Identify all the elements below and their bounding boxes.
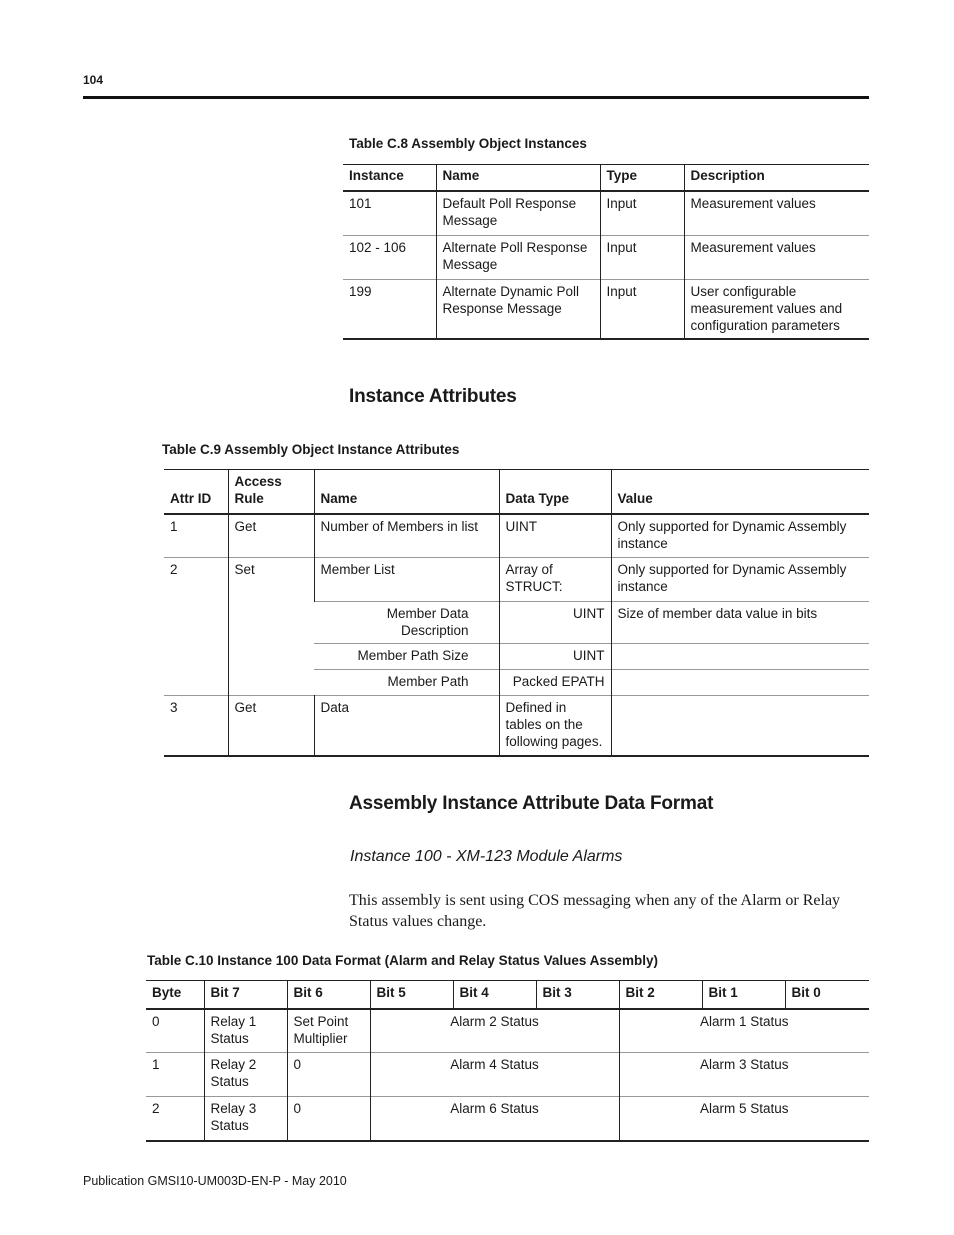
table-c9 — [164, 469, 869, 757]
column-header: Name — [436, 165, 600, 192]
table-cell: Alarm 5 Status — [619, 1097, 869, 1141]
table-header-row — [146, 981, 869, 1009]
table-cell: Only supported for Dynamic Assembly instance — [611, 558, 869, 602]
table-cell: 2 — [170, 562, 178, 577]
table-cell: Get — [228, 696, 314, 756]
table-cell: Alarm 6 Status — [370, 1097, 619, 1141]
table-cell: 199 — [349, 283, 372, 299]
table-cell: 3 — [170, 700, 178, 715]
column-header: Byte — [152, 984, 182, 1000]
table-c8-caption: Table C.8 Assembly Object Instances — [349, 136, 587, 151]
table-cell: Input — [600, 191, 684, 235]
table-cell: 102 - 106 — [349, 239, 407, 255]
table-row — [343, 191, 869, 235]
table-cell: User configurable measurement values and configuration parameters — [684, 279, 869, 339]
column-header: Access Rule — [228, 470, 314, 514]
table-row — [343, 235, 869, 279]
table-row — [164, 558, 869, 602]
table-cell: Input — [600, 279, 684, 339]
table-cell: Relay 2 Status — [204, 1053, 287, 1097]
table-cell — [611, 696, 869, 756]
table-cell: Set Point Multiplier — [287, 1009, 370, 1053]
table-cell: Member Path — [387, 674, 469, 689]
table-cell: Packed EPATH — [499, 670, 611, 696]
table-cell: Alternate Dynamic Poll Response Message — [436, 279, 600, 339]
table-row — [146, 1009, 869, 1053]
table-cell: Get — [228, 514, 314, 558]
table-cell: Set — [228, 558, 314, 696]
column-header: Instance — [349, 168, 404, 183]
table-cell: 0 — [152, 1013, 160, 1029]
header-rule — [83, 96, 869, 99]
table-cell: 101 — [349, 196, 372, 211]
table-c10-caption: Table C.10 Instance 100 Data Format (Alarm and Relay Status Values Assembly) — [147, 953, 658, 968]
table-cell: Member Path Size — [357, 648, 469, 663]
table-row — [146, 1053, 869, 1097]
table-c9-caption: Table C.9 Assembly Object Instance Attributes — [162, 442, 460, 457]
table-row — [343, 279, 869, 339]
table-cell — [611, 644, 869, 670]
table-row — [146, 1097, 869, 1141]
table-cell: Default Poll Response Message — [436, 191, 600, 235]
column-header: Bit 4 — [453, 981, 536, 1009]
table-cell: Alarm 4 Status — [370, 1053, 619, 1097]
column-header: Bit 5 — [370, 981, 453, 1009]
table-cell: UINT — [499, 644, 611, 670]
column-header: Bit 1 — [702, 981, 785, 1009]
column-header: Bit 3 — [536, 981, 619, 1009]
table-cell: Relay 1 Status — [204, 1009, 287, 1053]
table-cell: Member List — [314, 558, 499, 602]
table-cell: Alarm 3 Status — [619, 1053, 869, 1097]
table-cell: Defined in tables on the following pages. — [499, 696, 611, 756]
table-cell: Measurement values — [684, 191, 869, 235]
table-cell: Array of STRUCT: — [499, 558, 611, 602]
column-header: Description — [684, 165, 869, 192]
column-header: Bit 2 — [619, 981, 702, 1009]
table-cell: 0 — [287, 1097, 370, 1141]
column-header: Data Type — [499, 470, 611, 514]
table-cell: Data — [314, 696, 499, 756]
table-cell: Measurement values — [684, 235, 869, 279]
column-header: Bit 6 — [287, 981, 370, 1009]
table-cell: Member Data Description — [386, 606, 469, 638]
table-row — [164, 514, 869, 558]
column-header: Attr ID — [170, 490, 212, 506]
table-header-row — [343, 165, 869, 192]
table-cell: UINT — [499, 602, 611, 644]
table-cell: Alarm 2 Status — [370, 1009, 619, 1053]
publication-footer: Publication GMSI10-UM003D-EN-P - May 2010 — [83, 1174, 347, 1188]
table-cell: 1 — [170, 518, 178, 534]
subheading-instance-100: Instance 100 - XM-123 Module Alarms — [350, 848, 623, 865]
table-cell: Only supported for Dynamic Assembly instance — [611, 514, 869, 558]
column-header: Bit 7 — [204, 981, 287, 1009]
column-header: Value — [611, 470, 869, 514]
section-heading-instance-attributes: Instance Attributes — [349, 386, 517, 407]
page-number: 104 — [83, 73, 104, 87]
column-header: Type — [600, 165, 684, 192]
table-header-row — [164, 470, 869, 514]
table-cell: Size of member data value in bits — [611, 602, 869, 644]
table-cell: Alarm 1 Status — [619, 1009, 869, 1053]
table-cell: 0 — [287, 1053, 370, 1097]
table-cell — [611, 670, 869, 696]
table-cell: Input — [600, 235, 684, 279]
table-cell: Number of Members in list — [314, 514, 499, 558]
column-header: Name — [314, 470, 499, 514]
table-cell: 1 — [152, 1057, 160, 1072]
table-c8 — [343, 164, 869, 340]
body-paragraph: This assembly is sent using COS messaging when any of the Alarm or Relay Status values change. — [349, 892, 841, 930]
section-heading-data-format: Assembly Instance Attribute Data Format — [349, 793, 714, 814]
table-cell: Relay 3 Status — [204, 1097, 287, 1141]
table-cell: UINT — [499, 514, 611, 558]
table-cell: Alternate Poll Response Message — [436, 235, 600, 279]
column-header: Bit 0 — [785, 981, 869, 1009]
table-cell: 2 — [152, 1101, 160, 1116]
table-c10 — [146, 980, 869, 1142]
table-row — [164, 696, 869, 756]
